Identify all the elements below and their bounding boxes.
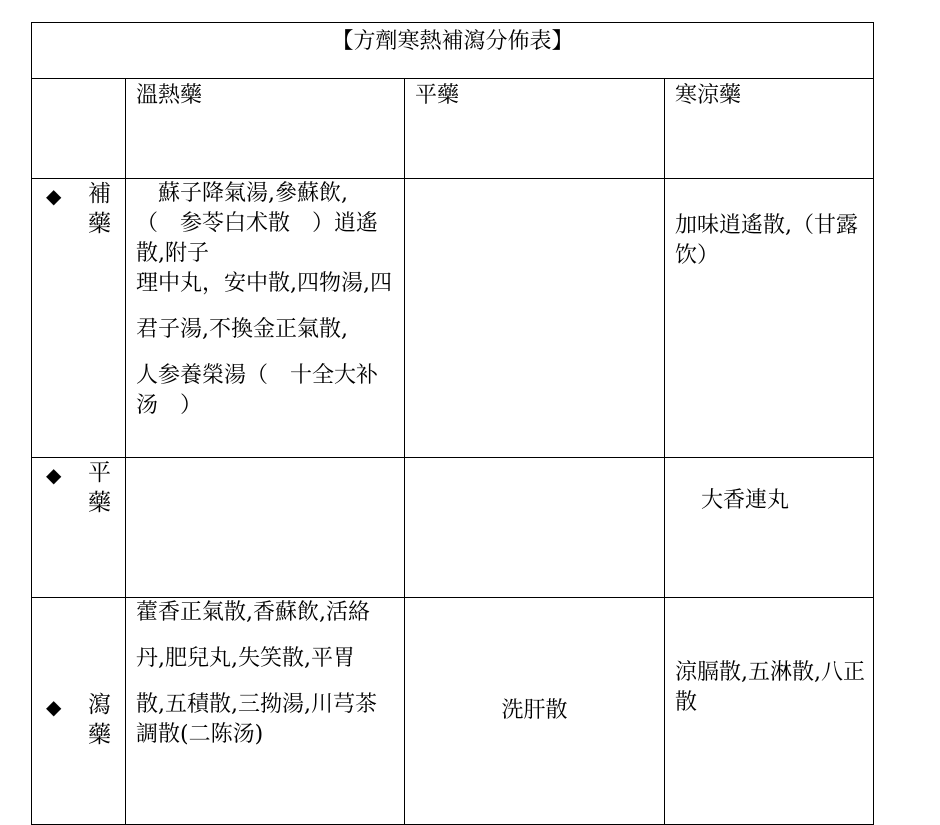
row-label-neutral: 平藥 xyxy=(88,460,111,516)
purge-warm-cell xyxy=(126,598,405,825)
row-label-cell xyxy=(32,179,126,458)
diamond-bullet-icon: ◆ xyxy=(46,463,62,487)
purge-cold-cell xyxy=(665,598,874,825)
header-row xyxy=(32,79,874,179)
purge-cold-line: 涼膈散,五淋散,八正散 xyxy=(675,660,865,715)
row-label-cell xyxy=(32,458,126,598)
neutral-cold-line: 大香連丸 xyxy=(701,488,790,513)
row-neutral xyxy=(32,458,874,598)
table-title: 【方劑寒熱補瀉分佈表】 xyxy=(32,23,874,79)
tonify-warm-cell xyxy=(126,179,405,458)
formula-distribution-table xyxy=(31,22,874,825)
tonify-cold-line: 加味逍遙散,（甘露饮） xyxy=(675,213,858,268)
header-cold: 寒涼藥 xyxy=(665,79,874,179)
row-tonify xyxy=(32,179,874,458)
tonify-warm-line: 人参養榮湯（ 十全大补汤 ） xyxy=(136,363,379,418)
neutral-warm-cell xyxy=(126,458,405,598)
neutral-neutral-cell xyxy=(405,458,665,598)
purge-warm-line: 丹,肥兒丸,失笑散,平胃 xyxy=(136,646,355,671)
tonify-warm-line: （ 参苓白术散 ）逍遙散,附子 xyxy=(136,211,379,266)
tonify-neutral-cell xyxy=(405,179,665,458)
tonify-warm-line: 蘇子降氣湯,參蘇飲, xyxy=(136,181,348,206)
purge-warm-line: 調散(二陈汤) xyxy=(136,722,264,747)
header-neutral: 平藥 xyxy=(405,79,665,179)
row-purge xyxy=(32,598,874,825)
diamond-bullet-icon: ◆ xyxy=(46,184,62,208)
tonify-warm-line: 君子湯,不換金正氣散, xyxy=(136,317,348,342)
diamond-bullet-icon: ◆ xyxy=(46,695,62,719)
row-label-tonify: 補藥 xyxy=(88,181,111,237)
purge-neutral-cell: 洗肝散 xyxy=(405,598,665,825)
row-label-purge: 瀉藥 xyxy=(88,692,111,748)
neutral-cold-cell xyxy=(665,458,874,598)
tonify-cold-cell xyxy=(665,179,874,458)
header-warm: 溫熱藥 xyxy=(126,79,405,179)
row-label-cell xyxy=(32,598,126,825)
purge-warm-line: 散,五積散,三拗湯,川芎茶 xyxy=(136,692,377,717)
title-row xyxy=(32,23,874,79)
header-empty-cell xyxy=(32,79,126,179)
tonify-warm-line: 理中丸，安中散,四物湯,四 xyxy=(136,271,392,296)
purge-warm-line: 藿香正氣散,香蘇飲,活絡 xyxy=(136,600,370,625)
